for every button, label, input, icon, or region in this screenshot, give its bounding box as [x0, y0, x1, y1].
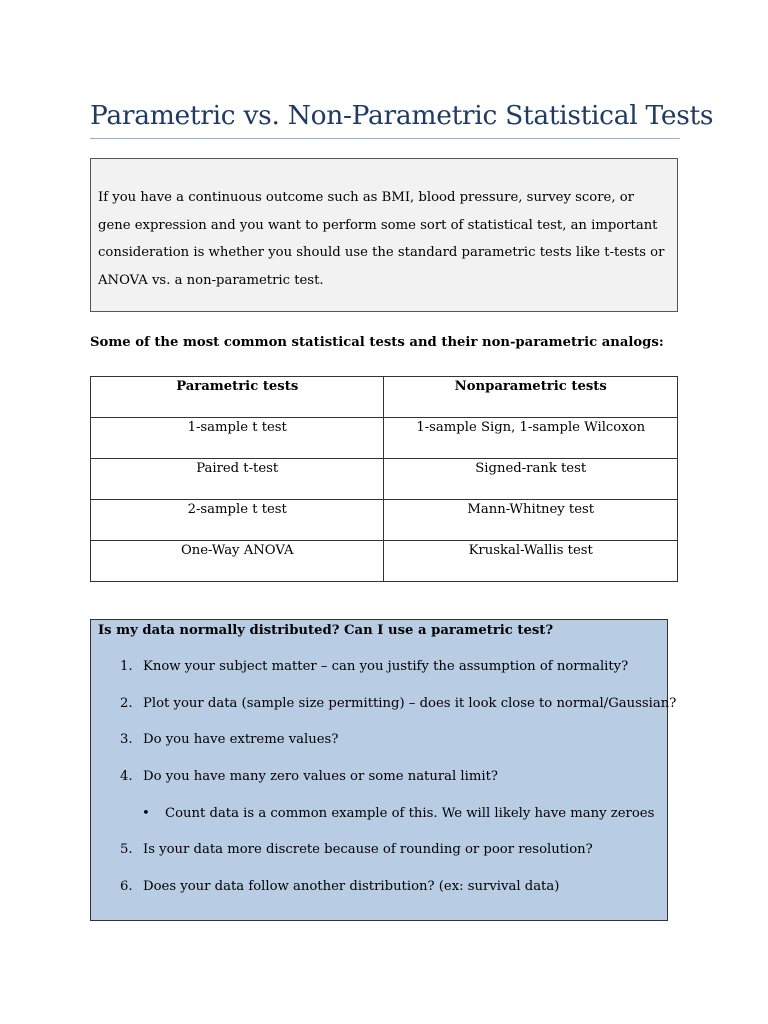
table-cell: 1-sample t test — [91, 418, 384, 459]
list-number: 1. — [120, 659, 133, 674]
list-text: Know your subject matter – can you justify the assumption of normality? — [143, 659, 629, 674]
intro-text: If you have a continuous outcome such as BMI, blood pressure, survey score, or gene expression and you want to perform some sort of statistical test, an important consideration is whether you should use the standard parametric tests like t-tests or ANOVA vs. a non-parametric test. — [98, 190, 665, 288]
list-text: Count data is a common example of this. We will likely have many zeroes — [165, 805, 655, 821]
table-row — [91, 459, 678, 500]
table-cell: Signed-rank test — [384, 459, 678, 500]
list-text: Does your data follow another distribution? (ex: survival data) — [143, 879, 560, 895]
list-item — [98, 730, 663, 767]
table-subheading: Some of the most common statistical tests and their non-parametric analogs: — [90, 335, 664, 350]
table-row — [91, 541, 678, 582]
list-number: 4. — [120, 769, 133, 785]
table-cell: Mann-Whitney test — [384, 500, 678, 541]
list-number: 6. — [120, 879, 133, 895]
checklist-list — [98, 657, 677, 914]
list-text: Do you have many zero values or some natural limit? — [143, 769, 498, 785]
title-underline — [90, 138, 680, 139]
list-item — [98, 767, 663, 804]
list-item — [98, 657, 663, 694]
normality-checklist-box — [90, 619, 677, 921]
list-text: Plot your data (sample size permitting) – does it look close to normal/Gaussian? — [143, 695, 677, 711]
table-cell: 2-sample t test — [91, 500, 384, 541]
table-cell: Paired t-test — [91, 459, 384, 500]
page-title: Parametric vs. Non-Parametric Statistical Tests — [90, 100, 714, 131]
tests-table — [90, 376, 678, 582]
list-subitem — [98, 804, 663, 841]
list-number: 5. — [120, 842, 133, 858]
column-header-parametric: Parametric tests — [91, 377, 384, 418]
list-item — [98, 840, 663, 877]
table-header-row — [91, 377, 678, 418]
list-item — [98, 694, 677, 731]
table-cell: One-Way ANOVA — [91, 541, 384, 582]
checklist-heading: Is my data normally distributed? Can I use a parametric test? — [98, 623, 554, 638]
list-item — [98, 877, 663, 914]
list-text: Do you have extreme values? — [143, 732, 339, 748]
column-header-nonparametric: Nonparametric tests — [384, 377, 678, 418]
table-cell: 1-sample Sign, 1-sample Wilcoxon — [384, 418, 678, 459]
intro-box — [90, 158, 678, 312]
list-text: Is your data more discrete because of rounding or poor resolution? — [143, 842, 593, 858]
table-row — [91, 500, 678, 541]
list-number: 2. — [120, 695, 133, 711]
table-row — [91, 418, 678, 459]
table-cell: Kruskal-Wallis test — [384, 541, 678, 582]
bullet-icon: • — [142, 805, 150, 821]
list-number: 3. — [120, 732, 133, 748]
